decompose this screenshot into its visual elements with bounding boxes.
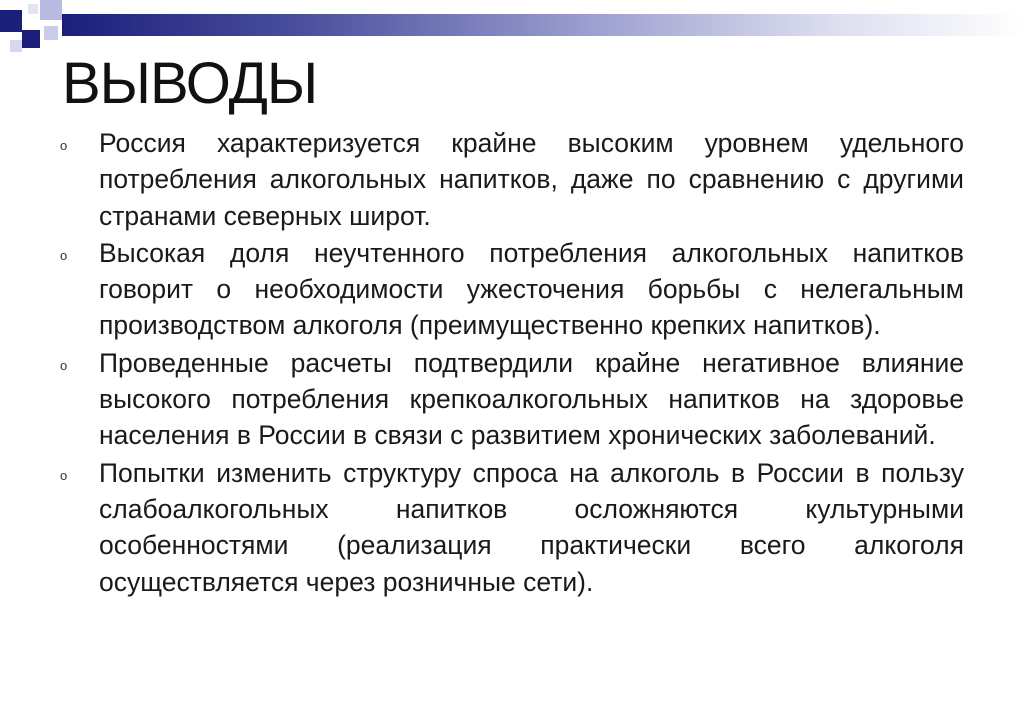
bullet-item xyxy=(60,125,964,234)
bullet-item xyxy=(60,235,964,344)
bullet-circle-icon: o xyxy=(60,138,68,153)
bullet-text: Россия характеризуется крайне высоким уровнем удельного потребления алкогольных напитков, даже по сравнению с другими странами северных широт. xyxy=(99,128,964,231)
decorative-square xyxy=(22,30,40,48)
bullet-circle-icon: o xyxy=(60,467,68,483)
decorative-square xyxy=(0,10,22,32)
bullet-text: Проведенные расчеты подтвердили крайне негативное влияние высокого потребления крепкоалкогольных напитков на здоровье населения в России в связи с развитием хронических заболеваний. xyxy=(99,347,964,451)
bullet-item xyxy=(60,455,964,600)
slide-title: ВЫВОДЫ xyxy=(62,51,318,116)
decorative-square xyxy=(28,4,38,14)
bullet-item xyxy=(60,345,964,454)
top-gradient-bar xyxy=(62,14,1024,36)
decorative-square xyxy=(40,0,62,20)
bullet-list xyxy=(60,125,964,601)
decorative-square xyxy=(10,40,22,52)
bullet-circle-icon: o xyxy=(60,357,68,373)
bullet-text: Высокая доля неучтенного потребления алкогольных напитков говорит о необходимости ужесточения борьбы с нелегальным производством алкоголя (преимущественно крепких напитков). xyxy=(99,237,964,341)
decorative-square xyxy=(44,26,58,40)
bullet-circle-icon: o xyxy=(60,247,68,263)
bullet-text: Попытки изменить структуру спроса на алкоголь в России в пользу слабоалкогольных напитков осложняются культурными особенностями (реализация практически всего алкоголя осуществляется через розничные сети). xyxy=(99,457,964,597)
